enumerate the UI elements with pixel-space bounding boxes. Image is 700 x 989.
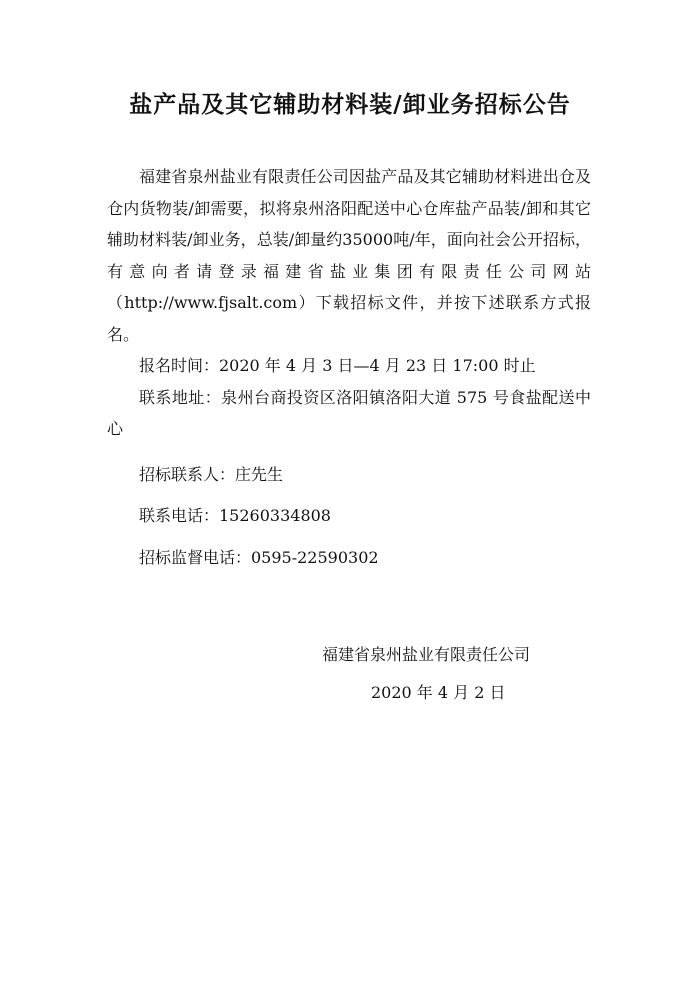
registration-time: 报名时间：2020 年 4 月 3 日—4 月 23 日 17:00 时止	[139, 356, 536, 375]
contact-person: 招标联系人：庄先生	[139, 464, 284, 484]
signature-date: 2020 年 4 月 2 日	[371, 683, 506, 702]
document-body	[107, 161, 591, 573]
announcement-paragraph: 福建省泉州盐业有限责任公司因盐产品及其它辅助材料进出仓及仓内货物装/卸需要，拟将泉州洛阳配送中心仓库盐产品装/卸和其它辅助材料装/卸业务，总装/卸量约35000吨/年，面向社会公开招标，有意向者请登录福建省盐业集团有限责任公司网站（http://www.fjsalt.com）下载招标文件，并按下述联系方式报名。	[107, 167, 591, 344]
supervision-phone: 招标监督电话：0595-22590302	[139, 547, 379, 567]
signature-company: 福建省泉州盐业有限责任公司	[322, 645, 531, 664]
contact-phone: 联系电话：15260334808	[139, 506, 331, 525]
spacer	[107, 445, 591, 453]
contact-address: 联系地址：泉州台商投资区洛阳镇洛阳大道 575 号食盐配送中心	[107, 387, 591, 438]
document-title: 盐产品及其它辅助材料装/卸业务招标公告	[129, 92, 571, 118]
